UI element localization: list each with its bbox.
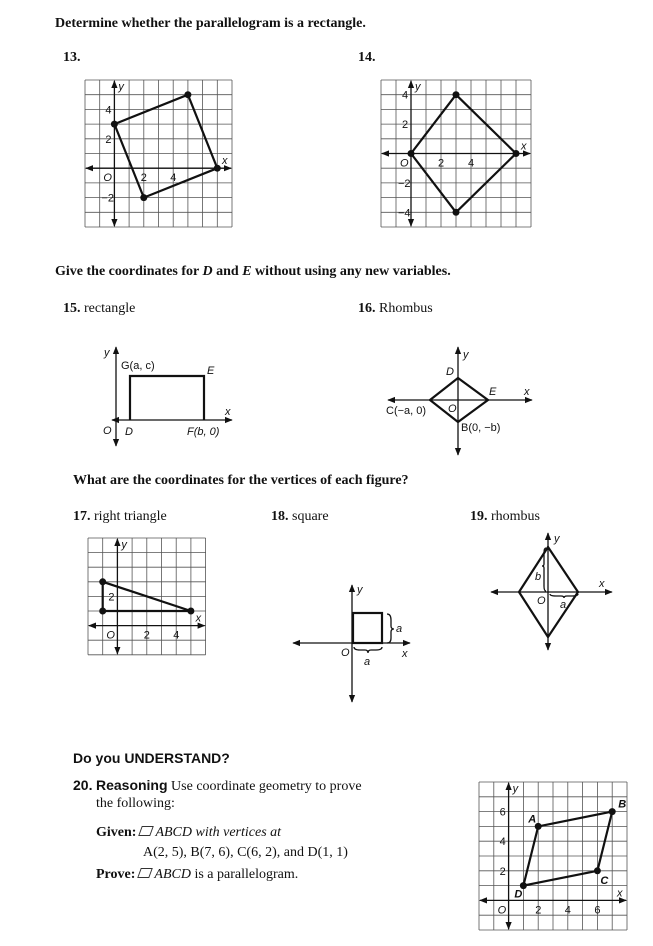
origin-label: O [400, 157, 409, 170]
y-tick-label: −2 [398, 177, 411, 190]
point-label-b: B [618, 798, 627, 811]
vertices-line: A(2, 5), B(7, 6), C(6, 2), and D(1, 1) [143, 845, 348, 860]
heading-text: Give the coordinates for [55, 264, 203, 279]
x-tick-label: 2 [438, 157, 445, 170]
x-label: x [617, 887, 623, 900]
half-diagonal-b-label: b [535, 571, 542, 583]
heading-text: without using any new variables. [251, 264, 451, 279]
x-label: x [195, 612, 202, 625]
y-label: y [512, 783, 519, 795]
figure-14-graph [381, 80, 531, 227]
vertex-point [187, 608, 194, 615]
point-e-label: E [489, 386, 497, 398]
x-tick-label: 4 [564, 904, 571, 917]
half-diagonal-a-label: a [560, 599, 567, 611]
problem-text: Use coordinate geometry to prove [171, 779, 362, 794]
problem-number: 19. [470, 509, 488, 524]
point-c-label: C(−a, 0) [386, 405, 427, 417]
problem-number: 20. [73, 777, 93, 793]
vertex-point [111, 121, 118, 128]
vertex-point [99, 578, 106, 585]
x-label: x [521, 140, 527, 153]
x-tick-label: 2 [535, 904, 542, 917]
point-d-label: D [125, 426, 133, 438]
y-tick-label: 4 [402, 89, 409, 102]
given-label: Given: [96, 825, 137, 840]
vertex-point [214, 165, 221, 172]
x-label: x [402, 648, 408, 660]
origin-label: O [103, 172, 112, 185]
section-heading-vertices: What are the coordinates for the vertices of each figure? [73, 473, 409, 488]
vertex-point [609, 808, 616, 815]
problem-number: 16. [358, 301, 376, 316]
prove-text: is a parallelogram. [190, 867, 299, 882]
problem-number: 17. [73, 509, 91, 524]
figure-19-rhombus [491, 533, 612, 650]
side-brace [387, 614, 394, 643]
y-label: y [357, 584, 363, 596]
heading-e: E [242, 264, 252, 279]
y-tick-label: 4 [105, 104, 112, 117]
y-label: y [118, 81, 124, 93]
problem-label: rhombus [491, 509, 540, 524]
figure-17-graph [88, 538, 206, 655]
square-shape [353, 613, 382, 643]
x-label: x [225, 406, 231, 418]
origin-label: O [103, 425, 112, 437]
y-label: y [415, 81, 421, 93]
prove-label: Prove: [96, 867, 136, 882]
vertex-point [140, 194, 147, 201]
y-label: y [554, 533, 560, 545]
origin-label: O [341, 647, 350, 659]
problem-label: square [292, 509, 329, 524]
y-tick-label: 2 [108, 591, 115, 604]
x-tick-label: 2 [140, 172, 147, 185]
origin-label: O [106, 629, 115, 642]
y-tick-label: 2 [105, 133, 112, 146]
figure-shape [114, 95, 217, 198]
reasoning-label: Reasoning [95, 777, 168, 793]
vertex-point [99, 608, 106, 615]
x-tick-label: 2 [143, 629, 150, 642]
problem-label: rectangle [84, 301, 136, 316]
problem-14-number: 14. [358, 50, 376, 65]
y-label: y [104, 347, 110, 359]
figure-13-graph [85, 80, 232, 227]
x-tick-label: 4 [170, 172, 177, 185]
bottom-brace [354, 647, 382, 653]
understand-heading: Do you UNDERSTAND? [73, 750, 230, 766]
x-label: x [599, 578, 605, 590]
point-b-label: B(0, −b) [461, 422, 501, 434]
given-text: ABCD with vertices at [155, 825, 282, 840]
origin-label: O [448, 403, 457, 415]
point-label-d: D [514, 888, 523, 901]
y-label: y [121, 539, 127, 551]
vertex-point [408, 150, 415, 157]
point-label-a: A [528, 813, 537, 826]
point-e-label: E [207, 365, 215, 377]
vertex-point [184, 91, 191, 98]
problem-13-number: 13. [63, 50, 81, 65]
point-d-label: D [446, 366, 454, 378]
problem-20-line2: the following: [96, 796, 175, 811]
x-tick-label: 4 [173, 629, 180, 642]
y-tick-label: −2 [101, 192, 114, 205]
point-g-label: G(a, c) [121, 360, 155, 372]
x-tick-label: 4 [468, 157, 475, 170]
figure-20-graph [479, 782, 627, 930]
vertex-point [594, 867, 601, 874]
origin-label: O [537, 595, 546, 607]
origin-label: O [497, 904, 507, 917]
point-f-label: F(b, 0) [187, 426, 220, 438]
vertex-point [453, 91, 460, 98]
prove-name: ABCD [154, 867, 191, 882]
rectangle-shape [130, 376, 204, 420]
problem-label: Rhombus [379, 301, 433, 316]
side-label-a: a [364, 656, 371, 668]
figure-15-rectangle [103, 347, 232, 446]
heading-text: and [212, 264, 243, 279]
figure-18-square [293, 584, 410, 702]
y-label: y [463, 349, 469, 361]
problem-number: 18. [271, 509, 289, 524]
vertex-point [513, 150, 520, 157]
x-label: x [524, 386, 530, 398]
x-label: x [222, 155, 228, 168]
y-tick-label: 2 [402, 119, 409, 132]
x-tick-label: 6 [594, 904, 601, 917]
y-tick-label: 4 [499, 836, 506, 849]
problem-label: right triangle [94, 509, 167, 524]
side-label-a: a [396, 623, 403, 635]
y-tick-label: 2 [499, 865, 506, 878]
point-label-c: C [600, 874, 609, 887]
figure-16-rhombus [386, 347, 532, 455]
problem-number: 15. [63, 301, 81, 316]
heading-d: D [202, 264, 213, 279]
y-tick-label: 6 [499, 806, 506, 819]
vertex-point [453, 209, 460, 216]
y-tick-label: −4 [398, 207, 411, 220]
section-heading-rectangle: Determine whether the parallelogram is a rectangle. [55, 16, 366, 31]
